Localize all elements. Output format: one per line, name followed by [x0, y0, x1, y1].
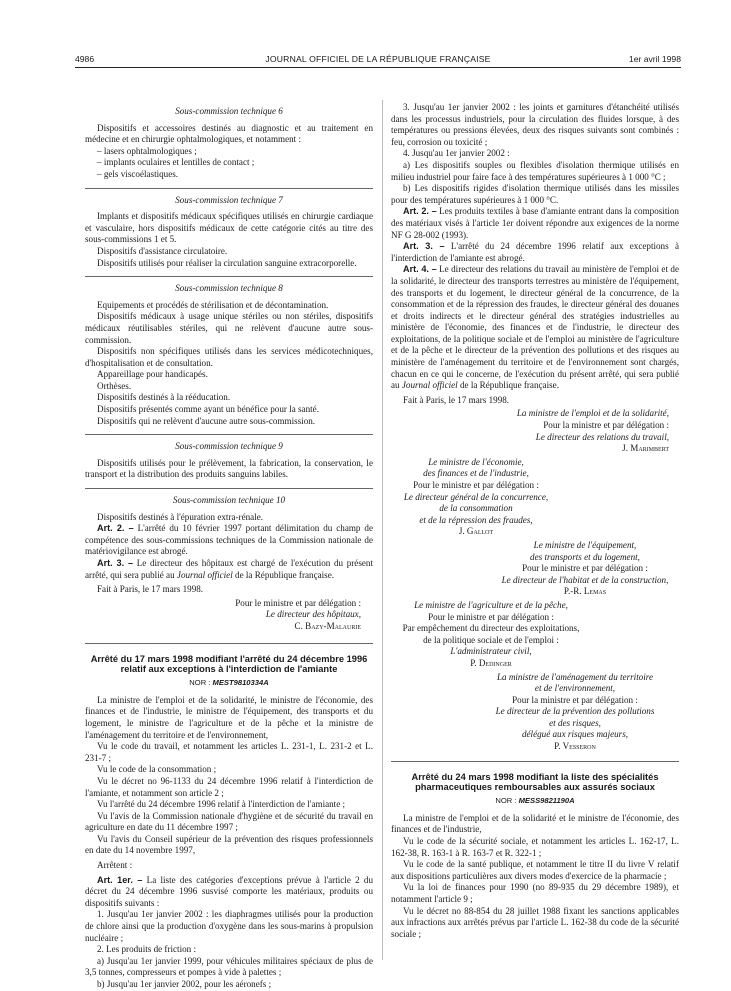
- sc6-line: – implants oculaires et lentilles de contact ;: [97, 157, 255, 168]
- signature-block-economie: [391, 457, 561, 538]
- signature-title: L'administrateur civil,: [450, 646, 532, 657]
- visa-line: Vu l'arrêté du 24 décembre 1996 relatif à l'interdiction de l'amiante ;: [97, 799, 346, 810]
- sc8-line: Dispositifs qui ne relèvent d'aucune autre sous-commission.: [97, 415, 316, 426]
- signature-block-agriculture: [391, 600, 591, 670]
- page-number: 4986: [75, 54, 95, 64]
- section-rule: [85, 188, 373, 189]
- article-3: [391, 241, 679, 264]
- signature-place-date: Fait à Paris, le 17 mars 1998.: [403, 394, 510, 405]
- signature-title: des transports et du logement,: [530, 551, 640, 562]
- signature-title: et de la répression des fraudes,: [419, 514, 533, 525]
- signatory-name: P. Vesseron: [554, 741, 596, 752]
- decree-title: Arrêté du 17 mars 1998 modifiant l'arrêté du 24 décembre 1996 relatif aux exceptions à l'interdiction de l'amiante: [90, 653, 368, 675]
- decree-rule: [85, 643, 373, 644]
- sc8-line: Dispositifs présentés comme ayant un bénéfice pour la santé.: [97, 404, 319, 415]
- sc6-line: – gels viscoélastiques.: [97, 168, 179, 179]
- article-2: [85, 523, 373, 558]
- article-1: [85, 875, 373, 910]
- sc7-line: Dispositifs utilisés pour réaliser la circulation sanguine extracorporelle.: [97, 257, 357, 268]
- signature-title: Le ministre de l'économie,: [428, 456, 524, 467]
- header-rule: [75, 67, 681, 68]
- column-divider: [382, 100, 383, 960]
- signatory-name: J. Gallot: [458, 526, 494, 537]
- visa-line: Vu l'avis du Conseil supérieur de la prévention des risques professionnels en date du 14 novembre 1997,: [85, 833, 373, 856]
- nor-code: MEST9810334A: [212, 678, 269, 688]
- sc8-line: Dispositifs destinés à la rééducation.: [97, 392, 231, 403]
- article-1-label: Art. 1er. –: [97, 874, 143, 885]
- signatory-name: P. Dedinger: [470, 657, 512, 668]
- journal-officiel-ref: Journal officiel: [176, 569, 233, 580]
- visa-line: Vu le décret no 96-1133 du 24 décembre 1996 relatif à l'interdiction de l'amiante, et notamment son article 2 ;: [85, 775, 373, 798]
- article-4-text-a: Le directeur des relations du travail au ministère de l'emploi et de la solidarité, le directeur des transports terrestres au ministère de l'équipement, des transports et du logement, le directeur général de la concurrence, de la consommation et de la répression des fraudes, le directeur général des douanes et droits indirects et le directeur général des stratégies industrielles au ministère de l'économie, des finances et de l'industrie, le directeur des exploitations, de la politique sociale et de l'emploi au ministère de l'agriculture et de la pêche et le directeur de la prévention des pollutions et des risques au ministère de l'aménagement du territoire et de l'environnement sont chargés, chacun en ce qui le concerne, de l'exécution du présent arrêté, qui sera publié au: [391, 264, 680, 391]
- visa-line: Vu le code du travail, et notamment les articles L. 231-1, L. 231-2 et L. 231-7 ;: [85, 741, 373, 763]
- sc8-line: Orthèses.: [97, 380, 132, 391]
- visa-line: La ministre de l'emploi et de la solidarité et le ministre de l'économie, des finances et de l'industrie,: [391, 812, 679, 835]
- signature-line: Pour la ministre et par délégation :: [543, 420, 669, 431]
- signatory-name: J. Marimbert: [622, 443, 669, 454]
- signature-line: Pour le ministre et par délégation :: [428, 611, 554, 622]
- subcommission-6-title: Sous-commission technique 6: [175, 106, 283, 116]
- sc9-line: Dispositifs utilisés pour le prélèvement, la fabrication, la conservation, le transport et la distribution des produits sanguins labiles.: [85, 457, 373, 480]
- section-rule: [85, 434, 373, 435]
- visa-line: La ministre de l'emploi et de la solidarité, le ministre de l'économie, des finances et de l'industrie, le ministre de l'équipement, des transports et du logement, le ministre de l'agriculture et de la pêche et la ministre de l'aménagement du territoire et de l'environnement,: [85, 694, 373, 740]
- signatory-name: P.-R. Lemas: [563, 586, 607, 597]
- sc6-line: Dispositifs et accessoires destinés au diagnostic et au traitement en médecine et en chirurgie ophtalmologiques, et notamment :: [85, 122, 373, 145]
- signature-line: Pour la ministre et par délégation :: [512, 694, 638, 705]
- article-1-item: 4. Jusqu'au 1er janvier 2002 :: [403, 148, 510, 159]
- signature-title: des finances et de l'industrie,: [423, 468, 529, 479]
- issue-date: 1er avril 1998: [628, 54, 681, 64]
- article-2-label: Art. 2. –: [403, 206, 437, 217]
- section-rule: [85, 276, 373, 277]
- article-1-text: La liste des catégories d'exceptions prévue à l'article 2 du décret du 24 décembre 1996 susvisé comporte les matériaux, produits ou dispositifs suivants :: [85, 874, 373, 908]
- signature-block: [85, 598, 373, 633]
- right-column: [391, 102, 679, 940]
- sc10-line: Dispositifs destinés à l'épuration extra-rénale.: [97, 511, 264, 522]
- article-1-item: a) Les dispositifs souples ou flexibles d'isolation thermique utilisés en milieu industriel pour faire face à des températures supérieures à 1 000 °C ;: [391, 159, 679, 182]
- article-3: [85, 558, 373, 581]
- article-3-text-a: Le directeur des hôpitaux est chargé de l'exécution du présent arrêté, qui sera publié au: [85, 558, 373, 580]
- article-3-label: Art. 3. –: [97, 558, 134, 568]
- signature-title: La ministre de l'aménagement du territoire: [496, 671, 654, 682]
- sc6-line: – lasers ophtalmologiques ;: [97, 145, 197, 156]
- article-4-text-b: de la République française.: [459, 380, 559, 391]
- article-1-item: 2. Les produits de friction :: [97, 944, 197, 955]
- article-4: [391, 264, 679, 392]
- visa-line: Vu le code de la consommation ;: [97, 764, 217, 775]
- sc7-line: Dispositifs d'assistance circulatoire.: [97, 245, 228, 256]
- sc7-line: Implants et dispositifs médicaux spécifiques utilisés en chirurgie cardiaque et vasculaire, hors dispositifs médicaux de cette catégorie cités au titre des sous-commissions 1 et 5.: [85, 211, 373, 245]
- visa-line: Vu le code de la sécurité sociale, et notamment les articles L. 162-17, L. 162-38, R. 163-1 à R. 163-7 et R. 322-1 ;: [391, 836, 679, 858]
- nor-code: MESS9821190A: [518, 796, 575, 806]
- signature-line: Pour le ministre et par délégation :: [522, 563, 648, 574]
- article-2-label: Art. 2. –: [97, 523, 134, 534]
- signature-place-date: Fait à Paris, le 17 mars 1998.: [97, 584, 204, 595]
- nor-label: NOR :: [495, 796, 517, 806]
- article-2-text: L'arrêté du 10 février 1997 portant délimitation du champ de compétence des sous-commissions techniques de la Commission nationale de matériovigilance est abrogé.: [85, 523, 373, 557]
- subcommission-7-title: Sous-commission technique 7: [175, 194, 283, 205]
- subcommission-9-title: Sous-commission technique 9: [175, 441, 283, 452]
- signature-title: La ministre de l'emploi et de la solidarité,: [516, 408, 669, 419]
- journal-title: JOURNAL OFFICIEL DE LA RÉPUBLIQUE FRANÇAISE: [265, 54, 491, 64]
- article-1-item: b) Jusqu'au 1er janvier 2002, pour les aéronefs ;: [97, 979, 272, 989]
- article-4-label: Art. 4. –: [403, 264, 437, 275]
- signature-title: et de l'environnement,: [534, 683, 616, 694]
- visa-line: Vu le code de la santé publique, et notamment le titre II du livre V relatif aux dispositions particulières aux divers modes d'exercice de la pharmacie ;: [391, 859, 679, 881]
- article-3-text-b: de la République française.: [235, 569, 335, 580]
- decree-title: Arrêté du 24 mars 1998 modifiant la liste des spécialités pharmaceutiques remboursables aux assurés sociaux: [411, 771, 659, 793]
- signature-title: Le directeur des relations du travail,: [535, 431, 669, 442]
- signature-title: Le directeur de la prévention des pollutions: [495, 706, 655, 717]
- article-2: [391, 206, 679, 241]
- left-column: [85, 102, 373, 991]
- signature-title: Le ministre de l'agriculture et de la pêche,: [414, 599, 568, 610]
- signature-block-equipement: [491, 540, 679, 598]
- article-3-text: L'arrêté du 24 décembre 1996 relatif aux exceptions à l'interdiction de l'amiante est abrogé.: [391, 241, 680, 263]
- section-rule: [85, 488, 373, 489]
- signature-line: Pour le ministre et par délégation :: [235, 597, 361, 608]
- article-1-item: b) Les dispositifs rigides d'isolation thermique utilisés dans les missiles pour des températures supérieures à 1 000 °C.: [391, 183, 679, 205]
- arretent-line: Arrêtent :: [97, 860, 133, 871]
- nor-reference: [391, 795, 679, 807]
- signature-title: Le directeur de l'habitat et de la construction,: [501, 574, 669, 585]
- nor-reference: [85, 677, 373, 689]
- visa-line: Vu l'avis de la Commission nationale d'hygiène et de sécurité du travail en agriculture en date du 11 décembre 1997 ;: [85, 810, 373, 833]
- page-header: [75, 54, 681, 66]
- signature-title: et des risques,: [549, 717, 601, 728]
- signature-title: Le ministre de l'équipement,: [533, 539, 637, 550]
- sc8-line: Equipements et procédés de stérilisation et de décontamination.: [97, 299, 329, 310]
- visa-line: Vu le décret no 88-854 du 28 juillet 1988 fixant les sanctions applicables aux infractions aux arrêtés prévus par l'article L. 162-38 du code de la sécurité sociale ;: [391, 905, 679, 939]
- journal-officiel-ref: Journal officiel: [401, 380, 458, 391]
- article-2-text: Les produits textiles à base d'amiante entrant dans la composition des matériaux visés à l'article 1er doivent répondre aux exigences de la norme NF G 28-002 (1993).: [391, 206, 679, 240]
- signature-title: Le directeur général de la concurrence,: [403, 491, 549, 502]
- signatory-name: C. Bazy-Malaurie: [294, 620, 361, 631]
- signature-title: délégué aux risques majeurs,: [521, 729, 629, 740]
- subcommission-8-title: Sous-commission technique 8: [175, 283, 283, 294]
- subcommission-10-title: Sous-commission technique 10: [172, 495, 286, 506]
- article-1-item: 3. Jusqu'au 1er janvier 2002 : les joints et garnitures d'étanchéité utilisés dans les processus industriels, pour la circulation des fluides lorsque, à des températures ou pressions élevées, deux des risques suivants sont combinés : feu, corrosion ou toxicité ;: [391, 102, 679, 147]
- sc8-line: Appareillage pour handicapés.: [97, 369, 208, 380]
- nor-label: NOR :: [189, 678, 211, 688]
- article-1-item: 1. Jusqu'au 1er janvier 2002 : les diaphragmes utilisés pour la production de chlore ainsi que la production d'oxygène dans les sous-marins à propulsion nucléaire ;: [85, 909, 373, 943]
- signature-line: Par empêchement du directeur des exploitations,: [402, 623, 580, 634]
- signature-block-emploi: [391, 408, 679, 454]
- signature-title: de la consommation: [439, 503, 513, 514]
- decree-rule: [391, 761, 679, 762]
- signature-line: de la politique sociale et de l'emploi :: [423, 634, 559, 645]
- article-3-label: Art. 3. –: [403, 241, 445, 252]
- signature-block-environnement: [471, 672, 679, 753]
- article-1-item: a) Jusqu'au 1er janvier 1999, pour véhicules militaires spéciaux de plus de 3,5 tonnes, compresseurs et pompes à vide à palettes ;: [85, 955, 373, 978]
- visa-line: Vu la loi de finances pour 1990 (no 89-935 du 29 décembre 1989), et notamment l'article 9 ;: [391, 882, 679, 904]
- sc8-line: Dispositifs médicaux à usage unique stériles ou non stériles, dispositifs médicaux réutilisables stériles, qui ne relèvent d'aucune autre sous-commission.: [85, 311, 373, 345]
- signature-line: Pour le ministre et par délégation :: [413, 480, 539, 490]
- sc8-line: Dispositifs non spécifiques utilisés dans les services médicotechniques, d'hospitalisation et de consultation.: [85, 346, 373, 368]
- signature-title: Le directeur des hôpitaux,: [265, 609, 361, 620]
